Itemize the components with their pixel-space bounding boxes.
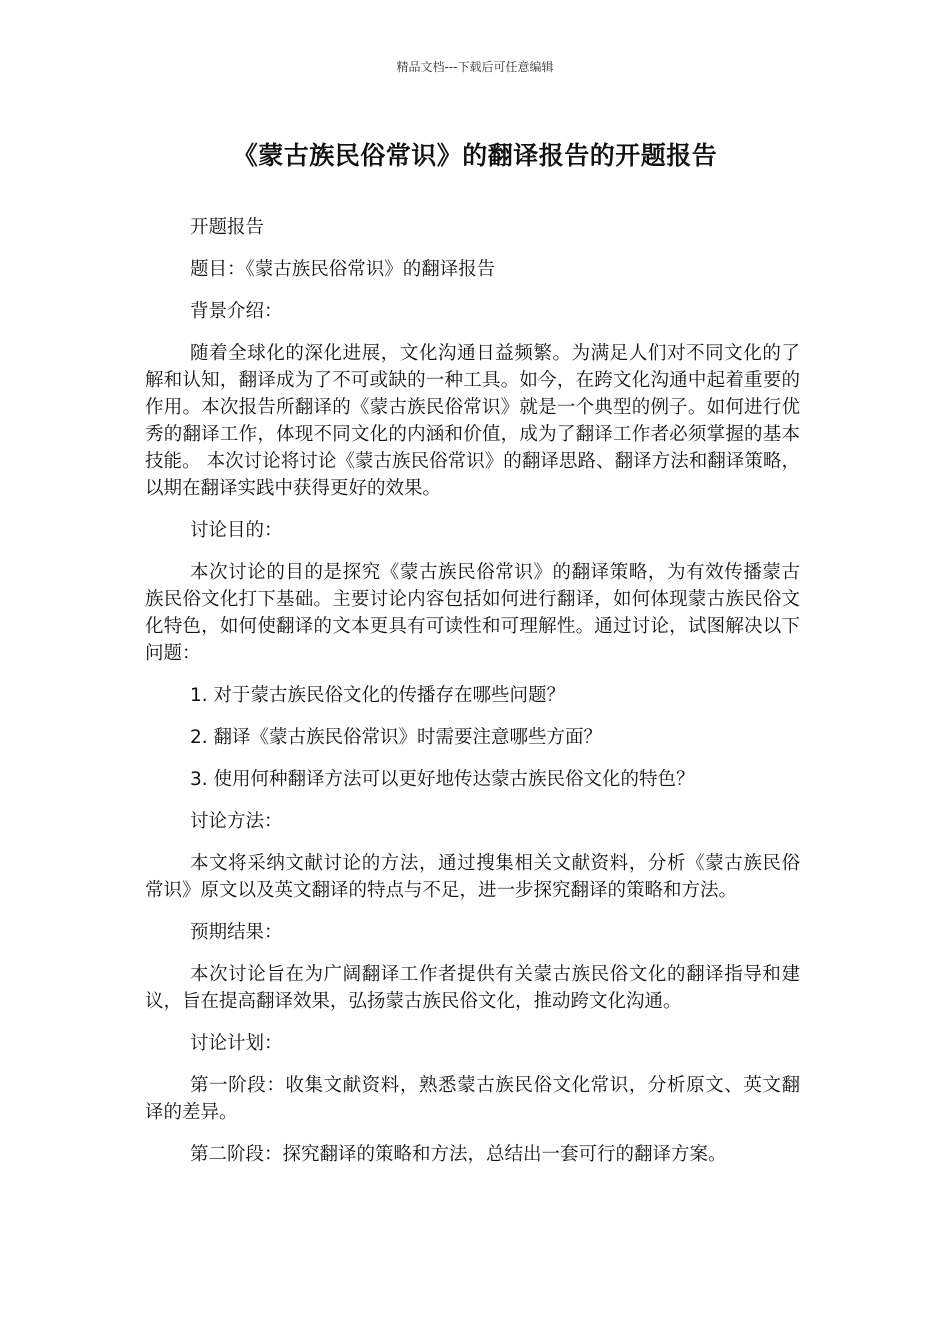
topic-line: 题目：《蒙古族民俗常识》的翻译报告 bbox=[190, 259, 496, 280]
heading-opening-report: 开题报告 bbox=[190, 217, 265, 238]
plan-stage-2: 第二阶段：探究翻译的策略和方法，总结出一套可行的翻译方案。 bbox=[190, 1144, 727, 1165]
plan-stage-1: 第一阶段：收集文献资料，熟悉蒙古族民俗文化常识，分析原文、英文翻译的差异。 bbox=[145, 1075, 800, 1123]
question-item-3: 3. 使用何种翻译方法可以更好地传达蒙古族民俗文化的特色？ bbox=[190, 769, 695, 790]
section-heading-expected-results: 预期结果： bbox=[190, 922, 283, 943]
section-heading-method: 讨论方法： bbox=[190, 811, 283, 832]
section-heading-purpose: 讨论目的： bbox=[190, 520, 283, 541]
question-item-2: 2. 翻译《蒙古族民俗常识》时需要注意哪些方面？ bbox=[190, 727, 603, 748]
section-heading-plan: 讨论计划： bbox=[190, 1033, 283, 1054]
question-item-1: 1. 对于蒙古族民俗文化的传播存在哪些问题？ bbox=[190, 685, 566, 706]
section-heading-background: 背景介绍： bbox=[190, 301, 283, 322]
paragraph-background: 随着全球化的深化进展，文化沟通日益频繁。为满足人们对不同文化的了解和认知，翻译成为了不可或缺的一种工具。如今，在跨文化沟通中起着重要的作用。本次报告所翻译的《蒙古族民俗常识》就是一个典型的例子。如何进行优秀的翻译工作，体现不同文化的内涵和价值，成为了翻译工作者必须掌握的基本技能。 本次讨论将讨论《蒙古族民俗常识》的翻译思路、翻译方法和翻译策略，以期在翻译实践中获得更好的效果。 bbox=[145, 343, 800, 499]
document-title: 《蒙古族民俗常识》的翻译报告的开题报告 bbox=[232, 141, 718, 170]
paragraph-method: 本文将采纳文献讨论的方法，通过搜集相关文献资料，分析《蒙古族民俗常识》原文以及英文翻译的特点与不足，进一步探究翻译的策略和方法。 bbox=[145, 853, 800, 901]
document-body bbox=[145, 214, 800, 1183]
header-note: 精品文档---下载后可任意编辑 bbox=[396, 60, 554, 74]
paragraph-purpose: 本次讨论的目的是探究《蒙古族民俗常识》的翻译策略，为有效传播蒙古族民俗文化打下基础。主要讨论内容包括如何进行翻译，如何体现蒙古族民俗文化特色，如何使翻译的文本更具有可读性和可理解性。通过讨论，试图解决以下问题： bbox=[145, 562, 800, 664]
paragraph-expected-results: 本次讨论旨在为广阔翻译工作者提供有关蒙古族民俗文化的翻译指导和建议，旨在提高翻译效果，弘扬蒙古族民俗文化，推动跨文化沟通。 bbox=[145, 964, 800, 1012]
